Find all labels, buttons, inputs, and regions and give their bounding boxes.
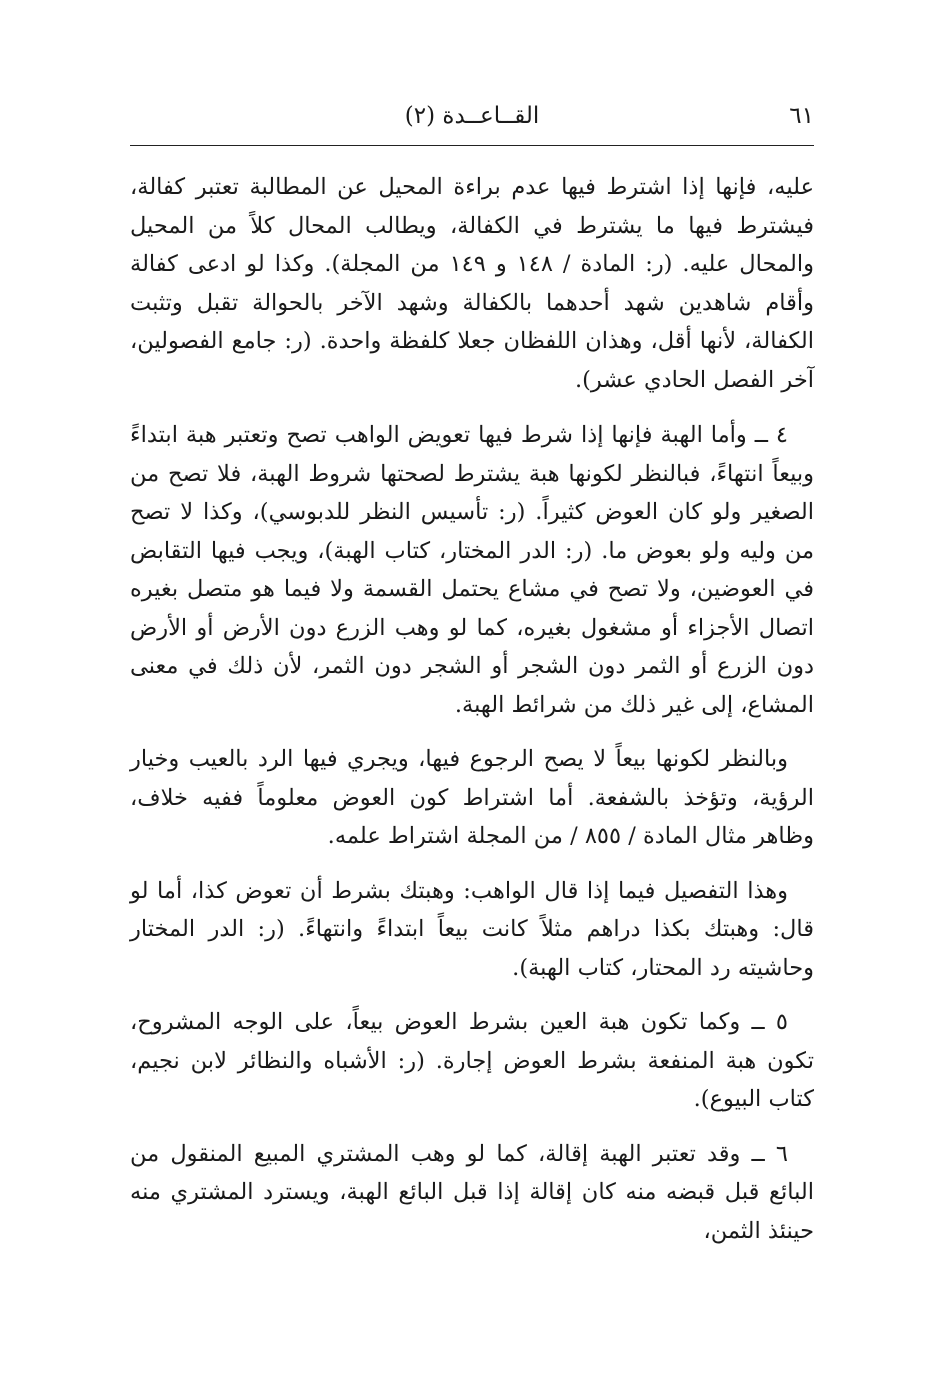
header-divider [130,145,814,146]
paragraph-1: عليه، فإنها إذا اشترط فيها عدم براءة المحيل عن المطالبة تعتبر كفالة، فيشترط فيها ما يشترط في الكفالة، ويطالب المحال كلاً من المحيل والمحال عليه. (ر: المادة / ١٤٨ و ١٤٩ من المجلة). وكذا لو ادعى كفالة وأقام شاهدين شهد أحدهما بالكفالة وشهد الآخر بالحوالة تقبل وتثبت الكفالة، لأنها أقل، وهذان اللفظان جعلا كلفظة واحدة. (ر: جامع الفصولين، آخر الفصل الحادي عشر). [130,174,815,393]
paragraph-4: وهذا التفصيل فيما إذا قال الواهب: وهبتك بشرط أن تعوض كذا، أما لو قال: وهبتك بكذا دراهم مثلاً كانت بيعاً ابتداءً وانتهاءً. (ر: الدر المختار وحاشيته رد المحتار، كتاب الهبة). [130,877,814,981]
paragraph-2: ٤ ــ وأما الهبة فإنها إذا شرط فيها تعويض الواهب تصح وتعتبر هبة ابتداءً وبيعاً انتهاءً، فبالنظر لكونها هبة يشترط لصحتها شروط الهبة، فلا تصح من الصغير ولو كان العوض كثيراً. (ر: تأسيس النظر للدبوسي)، وكذا لا تصح من وليه ولو بعوض ما. (ر: الدر المختار، كتاب الهبة)، ويجب فيها التقابض في العوضين، ولا تصح في مشاع يحتمل القسمة ولا فيما هو متصل بغيره اتصال الأجزاء أو مشغول بغيره، كما لو وهب الزرع دون الأرض أو الأرض دون الزرع أو الثمر دون الشجر أو الشجر دون الثمر، لأن ذلك في معنى المشاع، إلى غير ذلك من شرائط الهبة. [130,422,814,718]
paragraph-6: ٦ ــ وقد تعتبر الهبة إقالة، كما لو وهب المشتري المبيع المنقول من البائع قبل قبضه منه كان إقالة إذا قبل البائع الهبة، ويسترد المشتري منه حينئذ الثمن، [130,1140,814,1244]
header-title: القــاعــدة (٢) [404,103,540,129]
running-header [130,98,814,138]
body-text [130,168,814,1266]
paragraph-3: وبالنظر لكونها بيعاً لا يصح الرجوع فيها، ويجري فيها الرد بالعيب وخيار الرؤية، وتؤخذ بالشفعة. أما اشتراط كون العوض معلوماً ففيه خلاف، وظاهر مثال المادة / ٨٥٥ / من المجلة اشتراط علمه. [130,746,814,849]
paragraph-5: ٥ ــ وكما تكون هبة العين بشرط العوض بيعاً، على الوجه المشروح، تكون هبة المنفعة بشرط العوض إجارة. (ر: الأشباه والنظائر لابن نجيم، كتاب البيوع). [130,1009,814,1112]
page-number: ٦١ [789,103,814,129]
